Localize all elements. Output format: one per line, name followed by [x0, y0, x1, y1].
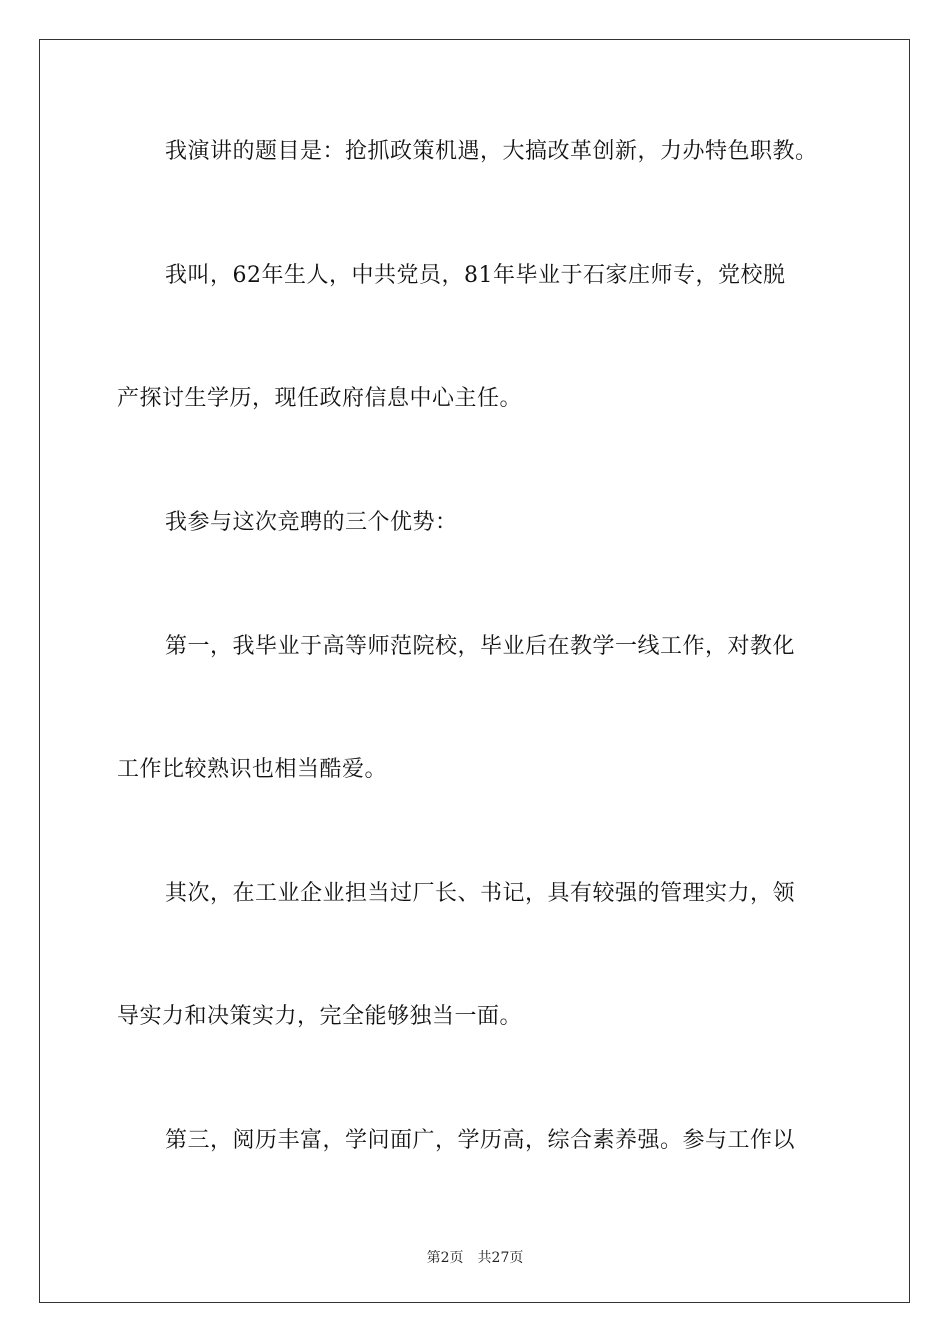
page-number: 第2页 [426, 1250, 464, 1266]
paragraph-line-6: 工作比较熟识也相当酷爱。 [117, 757, 388, 782]
page-total: 共27页 [477, 1250, 524, 1266]
paragraph-line-1: 我演讲的题目是：抢抓政策机遇，大搞改革创新，力办特色职教。 [165, 139, 818, 164]
page-border [39, 39, 910, 1303]
paragraph-line-3: 产探讨生学历，现任政府信息中心主任。 [117, 386, 523, 411]
paragraph-line-7: 其次，在工业企业担当过厂长、书记，具有较强的管理实力，领 [165, 881, 796, 906]
paragraph-line-9: 第三，阅历丰富，学问面广，学历高，综合素养强。参与工作以 [165, 1128, 796, 1153]
paragraph-line-4: 我参与这次竞聘的三个优势： [165, 510, 458, 535]
paragraph-line-5: 第一，我毕业于高等师范院校，毕业后在教学一线工作，对教化 [165, 634, 796, 659]
page-footer [0, 1247, 950, 1267]
paragraph-line-2: 我叫，62年生人，中共党员，81年毕业于石家庄师专，党校脱 [165, 263, 786, 288]
paragraph-line-8: 导实力和决策实力，完全能够独当一面。 [117, 1004, 523, 1029]
